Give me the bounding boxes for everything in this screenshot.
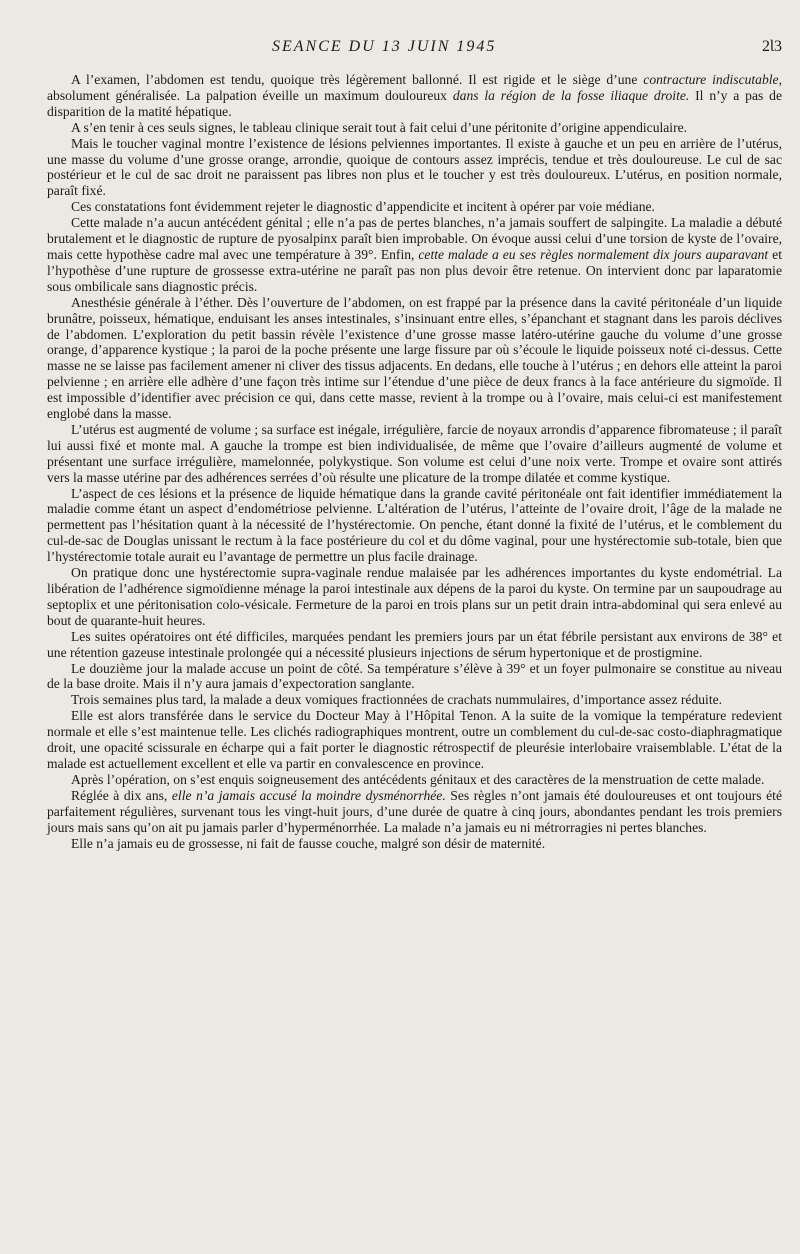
running-title: SEANCE DU 13 JUIN 1945 [272, 38, 497, 55]
paragraph [47, 629, 782, 661]
text-run: Elle n’a jamais eu de grossesse, ni fait de fausse couche, malgré son désir de maternité. [71, 835, 546, 851]
text-run: Le douzième jour la malade accuse un point de côté. Sa température s’élève à 39° et un foyer pulmonaire se constitue au niveau de la base droite. Mais il n’y aura jamais d’expectoration sanglante. [47, 660, 782, 692]
page-number: 2Ɩ3 [761, 38, 782, 55]
paragraph [47, 295, 782, 422]
text-run: Ces constatations font évidemment rejeter le diagnostic d’appendicite et incitent à opérer par voie médiane. [71, 199, 655, 215]
paragraph [47, 215, 782, 295]
text-run: On pratique donc une hystérectomie supra-vaginale rendue malaisée par les adhérences importantes du kyste endométrial. La libération de l’adhérence sigmoïdienne ménage la paroi intestinale aux dépens de la paroi du kyste. On termine par un saupoudrage au septoplix et une péritonisation colo-vésicale. Fermeture de la paroi en trois plans sur un petit drain intra-abdominal qui sera enlevé au bout de quarante-huit heures. [47, 565, 782, 628]
text-run: Après l’opération, on s’est enquis soigneusement des antécédents génitaux et des caractères de la menstruation de cette malade. [71, 771, 765, 787]
running-head [0, 38, 800, 58]
italic-text: dans la région de la fosse iliaque droite. [452, 87, 690, 103]
italic-text: elle n’a jamais accusé la moindre dysménorrhée. [171, 787, 446, 803]
italic-text: cette malade a eu ses règles normalement dix jours auparavant [418, 246, 769, 262]
text-run: Les suites opératoires ont été difficiles, marquées pendant les premiers jours par un état fébrile persistant aux environs de 38° et une rétention gazeuse intestinale prolongée qui a nécessité plusieurs injections de sérum hypertonique et de prostigmine. [47, 628, 782, 660]
text-run: Trois semaines plus tard, la malade a deux vomiques fractionnées de crachats nummulaires, d’importance assez réduite. [71, 692, 723, 708]
text-run: Ses règles n’ont jamais été douloureuses et ont toujours été parfaitement régulières, survenant tous les vingt-huit jours, d’une durée de quatre à cinq jours, abondantes pendant les trois premiers jours mais sans qu’on ait pu jamais parler d’hyperménorrhée. La malade n’a jamais eu ni métrorragies ni pertes blanches. [47, 787, 782, 835]
body-text [47, 72, 782, 851]
text-run: absolument généralisée. La palpation éveille un maximum douloureux [47, 87, 453, 103]
text-run: Anesthésie générale à l’éther. Dès l’ouverture de l’abdomen, on est frappé par la présence dans la cavité péritonéale d’un liquide brunâtre, poisseux, hématique, enduisant les anses intestinales, s’insinuant entre elles, s’épanchant et stagnant dans les parois déclives de l’abdomen. L’exploration du petit bassin révèle l’existence d’une grosse masse latéro-utérine gauche du volume d’une grosse orange, d’apparence kystique ; la paroi de la poche présente une large fissure par où s’écoule le liquide poisseux noté ci-dessus. Cette masse ne se laisse pas facilement amener ni cliver des tissus adjacents. En dedans, elle touche à l’utérus ; en dehors elle atteint la paroi pelvienne ; en arrière elle adhère d’une façon très intime sur l’étendue d’une pièce de deux francs à la face antérieure du sigmoïde. Il est impossible d’identifier avec précision ce qui, dans cette masse, revient à la trompe ou à l’ovaire, mais celui-ci est manifestement englobé dans la masse. [47, 294, 782, 422]
paragraph [47, 661, 782, 693]
text-run: L’utérus est augmenté de volume ; sa surface est inégale, irrégulière, farcie de noyaux arrondis d’apparence fibromateuse ; il paraît lui aussi fixé et monte mal. A gauche la trompe est bien individualisée, de même que l’ovaire d’ailleurs augmenté de volume et présentant une surface irrégulière, mamelonnée, polykystique. Son volume est celui d’une noix verte. Trompe et ovaire sont attirés vers la masse utérine par des adhérences serrées d’où résulte une plicature de la trompe dilatée et comme kystique. [47, 421, 782, 485]
paragraph [47, 486, 782, 566]
paragraph [47, 788, 782, 836]
text-run: L’aspect de ces lésions et la présence de liquide hématique dans la grande cavité péritonéale ont fait identifier immédiatement la maladie comme étant un aspect d’endométriose pelvienne. L’altération de l’utérus, l’atteinte de l’ovaire droit, l’âge de la malade ne permettent pas l’hésitation quant à la nécessité de l’hystérectomie. On penche, étant donné la fixité de l’utérus, et le comblement du cul-de-sac de Douglas unissant le rectum à la face postérieure du col et du dôme vaginal, pour une hystérectomie sub-totale, bien que l’hystérectomie totale aurait eu l’avantage de permettre un plus facile drainage. [47, 485, 782, 565]
text-run: et l’hypothèse d’une rupture de grossesse extra-utérine ne paraît pas non plus devoir être retenue. On intervient donc par laparatomie sous ombilicale sans diagnostic précis. [47, 246, 782, 294]
paragraph [47, 565, 782, 629]
paragraph [47, 836, 782, 852]
paragraph [47, 422, 782, 486]
text-run: A s’en tenir à ces seuls signes, le tableau clinique serait tout à fait celui d’une péritonite d’origine appendiculaire. [71, 119, 688, 135]
italic-text: contracture indiscutable, [643, 72, 782, 87]
paragraph [47, 120, 782, 136]
paragraph [47, 136, 782, 200]
paragraph [47, 708, 782, 772]
paragraph [47, 72, 782, 120]
text-run: Il n’y a pas de disparition de la matité hépatique. [47, 87, 782, 119]
text-run: Mais le toucher vaginal montre l’existence de lésions pelviennes importantes. Il existe à gauche et un peu en arrière de l’utérus, une masse du volume d’une grosse orange, arrondie, quoique de contours assez imprécis, tendue et très douloureuse. Le cul de sac postérieur et le cul de sac droit ne paraissent pas libres non plus et le toucher y est très douloureux. L’utérus, en position normale, paraît fixé. [47, 135, 782, 199]
paragraph [47, 692, 782, 708]
paragraph [47, 772, 782, 788]
text-run: Cette malade n’a aucun antécédent génital ; elle n’a pas de pertes blanches, n’a jamais souffert de salpingite. La maladie a débuté brutalement et le diagnostic de rupture de pyosalpinx paraît bien improbable. On évoque aussi celui d’une torsion de kyste de l’ovaire, mais cette hypothèse cadre mal avec une température à 39°. Enfin, [47, 215, 782, 262]
text-run: Elle est alors transférée dans le service du Docteur May à l’Hôpital Tenon. A la suite de la vomique la température redevient normale et elle s’est maintenue telle. Les clichés radiographiques montrent, outre un comblement du cul-de-sac costo-diaphragmatique droit, une opacité scissurale en écharpe qui a fait porter le diagnostic rétrospectif de pleurésie interlobaire vraisemblable. L’état de la malade est actuellement excellent et elle va partir en convalescence en province. [47, 708, 782, 771]
text-run: A l’examen, l’abdomen est tendu, quoique très légèrement ballonné. Il est rigide et le siège d’une [71, 72, 644, 87]
paragraph [47, 199, 782, 215]
text-run: Réglée à dix ans, [71, 787, 172, 803]
